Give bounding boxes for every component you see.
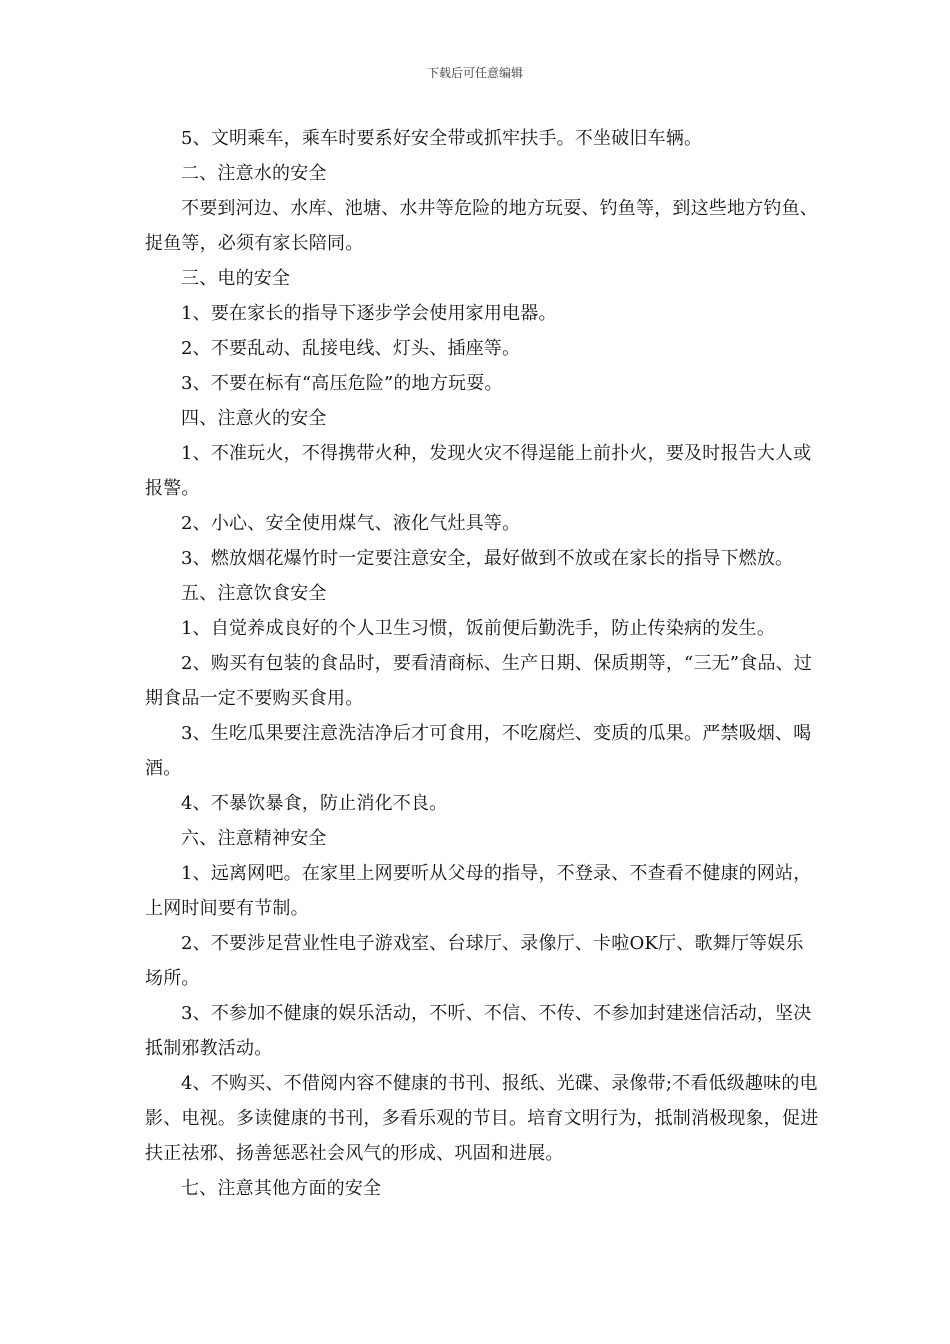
paragraph-mental-4: 4、不购买、不借阅内容不健康的书刊、报纸、光碟、录像带;不看低级趣味的电影、电视。多读健康的书刊，多看乐观的节目。培育文明行为，抵制消极现象，促进扶正祛邪、扬善惩恶社会风气的形成、巩固和进展。 [145,1073,819,1164]
paragraph-fire-2: 2、小心、安全使用煤气、液化气灶具等。 [181,513,521,534]
paragraph-electric-3: 3、不要在标有“高压危险”的地方玩耍。 [181,373,503,394]
paragraph-electric-2: 2、不要乱动、乱接电线、灯头、插座等。 [181,338,521,359]
paragraph-water: 不要到河边、水库、池塘、水井等危险的地方玩耍、钓鱼等，到这些地方钓鱼、捉鱼等，必须有家长陪同。 [145,198,818,254]
paragraph-food-3: 3、生吃瓜果要注意洗洁净后才可食用，不吃腐烂、变质的瓜果。严禁吸烟、喝酒。 [145,723,812,779]
paragraph-mental-2: 2、不要涉足营业性电子游戏室、台球厅、录像厅、卡啦OK厅、歌舞厅等娱乐场所。 [145,933,804,989]
section-heading-other: 七、注意其他方面的安全 [181,1178,382,1199]
paragraph-fire-3: 3、燃放烟花爆竹时一定要注意安全，最好做到不放或在家长的指导下燃放。 [181,548,794,569]
paragraph-food-1: 1、自觉养成良好的个人卫生习惯，饭前便后勤洗手，防止传染病的发生。 [181,618,776,639]
paragraph-food-2: 2、购买有包装的食品时，要看清商标、生产日期、保质期等，“三无”食品、过期食品一定不要购买食用。 [145,653,813,709]
paragraph-mental-1: 1、远离网吧。在家里上网要听从父母的指导，不登录、不查看不健康的网站，上网时间要有节制。 [145,863,812,919]
section-heading-food: 五、注意饮食安全 [181,583,327,604]
section-heading-electric: 三、电的安全 [181,268,291,289]
document-body [145,121,821,1206]
section-heading-mental: 六、注意精神安全 [181,828,327,849]
paragraph-1: 5、文明乘车，乘车时要系好安全带或抓牢扶手。不坐破旧车辆。 [181,128,703,149]
paragraph-mental-3: 3、不参加不健康的娱乐活动，不听、不信、不传、不参加封建迷信活动，坚决抵制邪教活动。 [145,1003,812,1059]
paragraph-food-4: 4、不暴饮暴食，防止消化不良。 [181,793,448,814]
paragraph-electric-1: 1、要在家长的指导下逐步学会使用家用电器。 [181,303,557,324]
section-heading-fire: 四、注意火的安全 [181,408,327,429]
paragraph-fire-1: 1、不准玩火，不得携带火种，发现火灾不得逞能上前扑火，要及时报告大人或报警。 [145,443,812,499]
section-heading-water: 二、注意水的安全 [181,163,327,184]
page-header: 下载后可任意编辑 [426,66,523,80]
